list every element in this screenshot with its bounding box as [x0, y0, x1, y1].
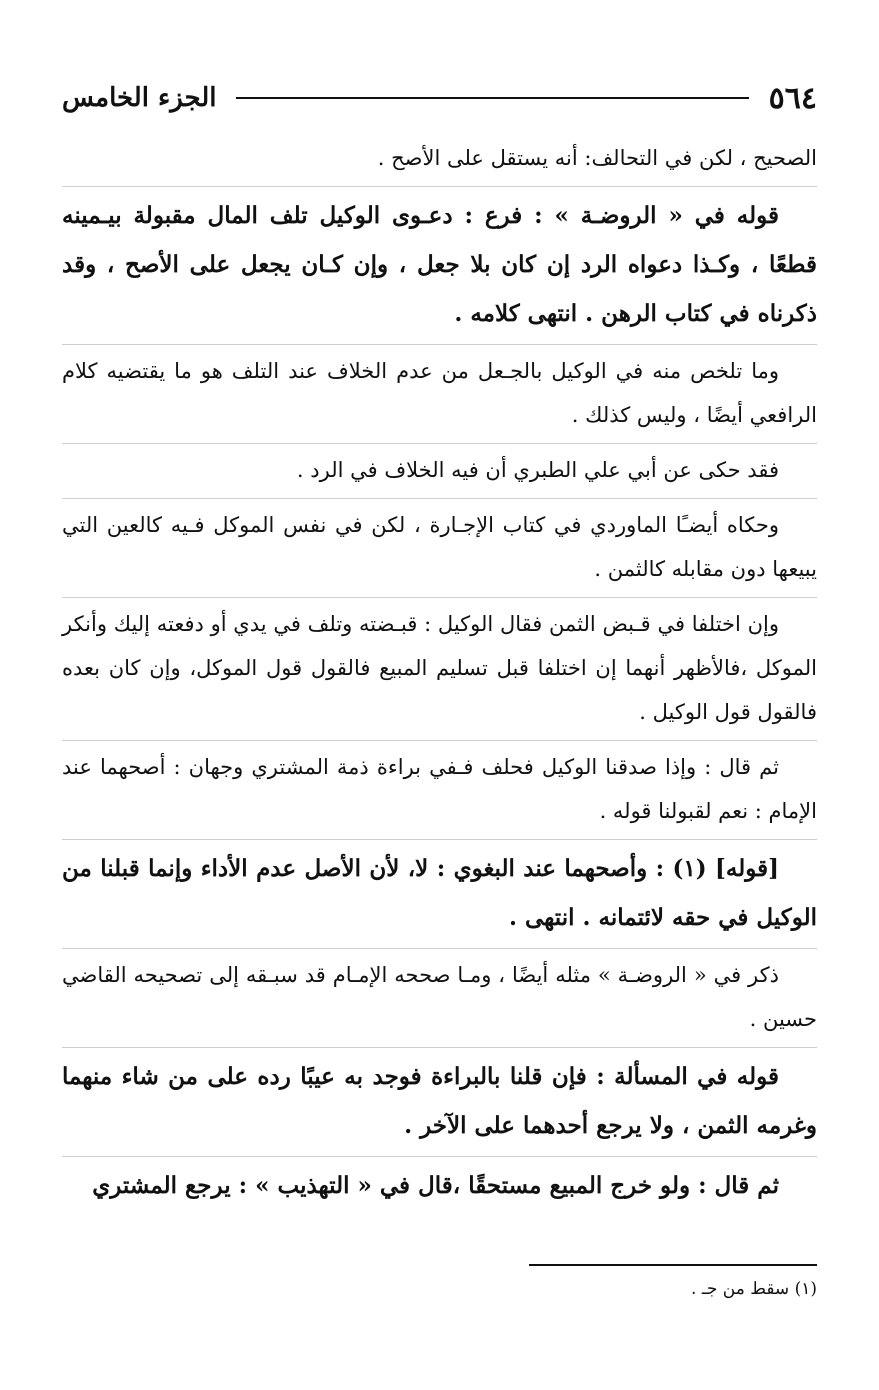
paragraph: فقد حكى عن أبي علي الطبري أن فيه الخلاف في الرد . — [62, 444, 817, 499]
paragraph: الصحيح ، لكن في التحالف: أنه يستقل على الأصح . — [62, 132, 817, 187]
paragraph: وما تلخص منه في الوكيل بالجـعل من عدم الخلاف عند التلف هو ما يقتضيه كلام الرافعي أيضًا ، وليس كذلك . — [62, 345, 817, 444]
quoted-paragraph: قوله في المسألة : فإن قلنا بالبراءة فوجد به عيبًا رده على من شاء منهما وغرمه الثمن ، ولا يرجع أحدهما على الآخر . — [62, 1048, 817, 1157]
quoted-paragraph: [قوله] (١) : وأصحهما عند البغوي : لا، لأن الأصل عدم الأداء وإنما قبلنا من الوكيل في حقه لائتمانه . انتهى . — [62, 840, 817, 949]
footnote-rule — [529, 1264, 817, 1266]
page-number: ٥٦٤ — [768, 80, 817, 116]
header-title: الجزء الخامس — [62, 83, 217, 113]
paragraph: وإن اختلفا في قـبض الثمن فقال الوكيل : قبـضته وتلف في يدي أو دفعته إليك وأنكر الموكل ،فالأظهر أنهما إن اختلفا قبل تسليم المبيع فالقول قول الموكل، وإن كان بعده فالقول قول الوكيل . — [62, 598, 817, 741]
paragraph: ذكر في « الروضـة » مثله أيضًا ، ومـا صححه الإمـام قد سبـقه إلى تصحيحه القاضي حسين . — [62, 949, 817, 1048]
quoted-paragraph: قوله في « الروضـة » : فرع : دعـوى الوكيل تلف المال مقبولة بيـمينه قطعًا ، وكـذا دعواه الرد إن كان بلا جعل ، وإن كـان يجعل على الأصح ، وقد ذكرناه في كتاب الرهن . انتهى كلامه . — [62, 187, 817, 345]
page-body — [62, 132, 817, 1216]
paragraph: ثم قال : وإذا صدقنا الوكيل فحلف فـفي براءة ذمة المشتري وجهان : أصحهما عند الإمام : نعم لقبولنا قوله . — [62, 741, 817, 840]
header-rule — [236, 97, 748, 99]
quoted-paragraph: ثم قال : ولو خرج المبيع مستحقًا ،قال في « التهذيب » : يرجع المشتري — [92, 1172, 779, 1199]
footnote: (١) سقط من جـ . — [691, 1279, 817, 1299]
running-header — [62, 76, 817, 120]
paragraph: وحكاه أيضـًا الماوردي في كتاب الإجـارة ، لكن في نفس الموكل فـيه كالعين التي يبيعها دون مقابله كالثمن . — [62, 499, 817, 598]
